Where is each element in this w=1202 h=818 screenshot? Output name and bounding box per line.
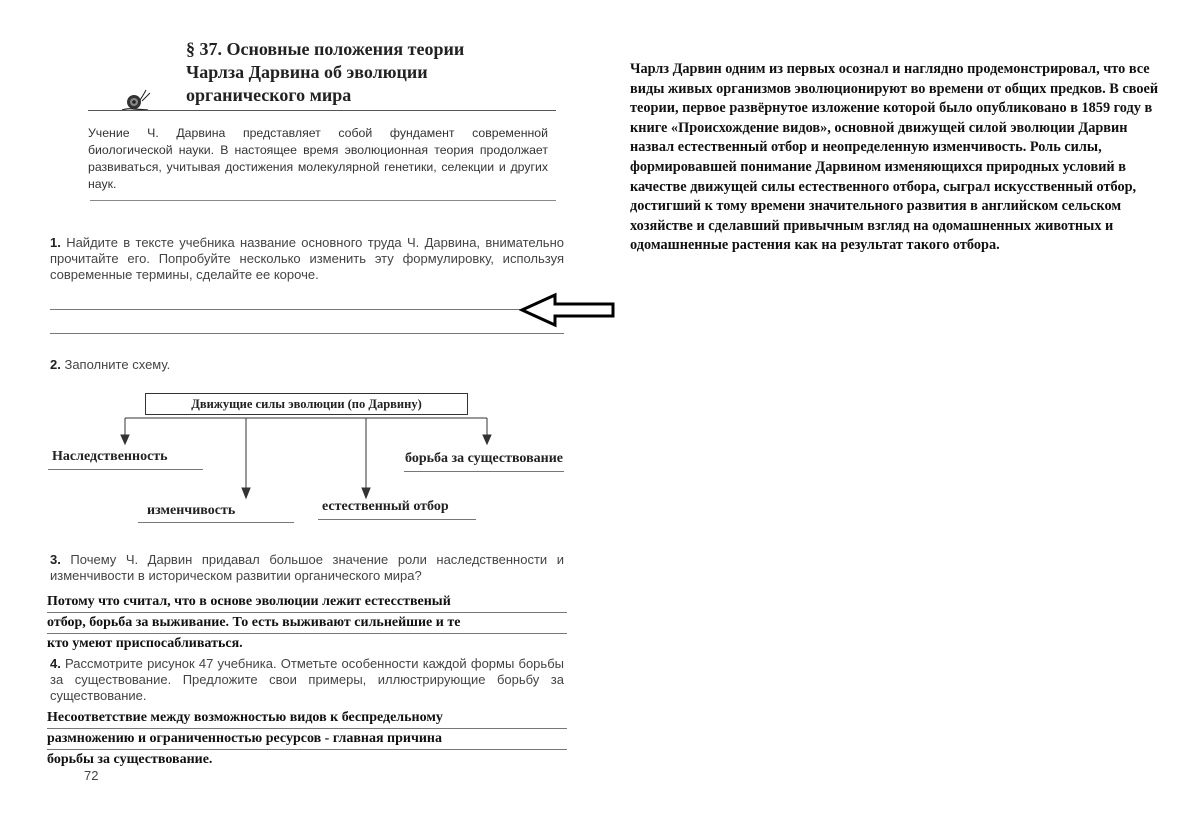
arrow-left-icon	[519, 292, 617, 328]
task-2-text: Заполните схему.	[64, 357, 171, 372]
section-title-line-1: § 37. Основные положения теории	[186, 39, 465, 59]
scheme-line-selection	[318, 519, 476, 520]
snail-icon	[118, 88, 152, 112]
scheme-answer-heredity: Наследственность	[52, 449, 168, 464]
scheme-line-struggle	[404, 471, 564, 472]
task-4-text: Рассмотрите рисунок 47 учебника. Отметьте особенности каждой формы борьбы за существование. Предложите свои примеры, иллюстрирующие борьбу за существование.	[50, 656, 564, 703]
task-4	[50, 656, 564, 704]
task-4-answer-line-1: Несоответствие между возможностью видов к беспредельному	[47, 708, 567, 729]
intro-paragraph: Учение Ч. Дарвина представляет собой фундамент современной биологической науки. В настоящее время эволюционная теория продолжает развиваться, учитывая достижения молекулярной генетики, селекции и других наук.	[88, 126, 548, 191]
task-2-number: 2.	[50, 357, 61, 372]
task-4-answer	[47, 708, 567, 770]
task-3-number: 3.	[50, 552, 61, 567]
task-3-text: Почему Ч. Дарвин придавал большое значение роли наследственности и изменчивости в историческом развитии органического мира?	[50, 552, 564, 583]
page-number: 72	[84, 768, 99, 783]
task-4-answer-line-3: борьбы за существование.	[47, 752, 213, 767]
section-title-line-2: Чарлза Дарвина об эволюции	[186, 62, 428, 82]
task-4-answer-line-2: размножению и ограниченностью ресурсов - главная причина	[47, 729, 567, 750]
scheme-title-box: Движущие силы эволюции (по Дарвину)	[145, 393, 468, 415]
section-title	[186, 38, 506, 107]
task-1-answer-line-2[interactable]	[50, 333, 564, 334]
task-4-number: 4.	[50, 656, 61, 671]
answer-paragraph: Чарлз Дарвин одним из первых осознал и наглядно продемонстрировал, что все виды живых организмов эволюционируют во времени от общих предков. В своей теории, первое развёрнутое изложение которой было опубликовано в 1859 году в книге «Происхождение видов», основной движущей силой эволюции Дарвин назвал естественный отбор и неопределенную изменчивость. Роль силы, формировавшей понимание Дарвином изменяющихся природных условий в качестве движущей силы естественного отбора, сыграл искусственный отбор, достигший к тому времени значительного развития в английском сельском хозяйстве и сделавший привычным взгляд на одомашненных животных и одомашненные растения как на результат такого отбора.	[630, 61, 1159, 254]
scheme-line-variability	[138, 522, 294, 523]
scheme-line-heredity	[48, 469, 203, 470]
task-3-answer	[47, 592, 567, 654]
scheme-answer-variability: изменчивость	[147, 503, 236, 518]
scheme-answer-selection: естественный отбор	[322, 499, 449, 514]
task-3-answer-line-1: Потому что считал, что в основе эволюции лежит естесственый	[47, 592, 567, 613]
intro-rule	[90, 200, 556, 201]
title-rule	[88, 110, 556, 111]
task-3-answer-line-3: кто умеют приспосабливаться.	[47, 636, 243, 651]
task-1	[50, 235, 564, 283]
task-1-answer-line-1[interactable]	[50, 309, 520, 310]
task-1-number: 1.	[50, 235, 61, 250]
task-3-answer-line-2: отбор, борьба за выживание. То есть выживают сильнейшие и те	[47, 613, 567, 634]
section-title-line-3: органического мира	[186, 85, 352, 105]
task-2	[50, 357, 350, 373]
task-1-text: Найдите в тексте учебника название основного труда Ч. Дарвина, внимательно прочитайте его. Попробуйте несколько изменить эту формулировку, используя современные термины, сделайте ее короче.	[50, 235, 564, 282]
scheme-answer-struggle: борьба за существование	[405, 451, 563, 466]
task-3	[50, 552, 564, 584]
